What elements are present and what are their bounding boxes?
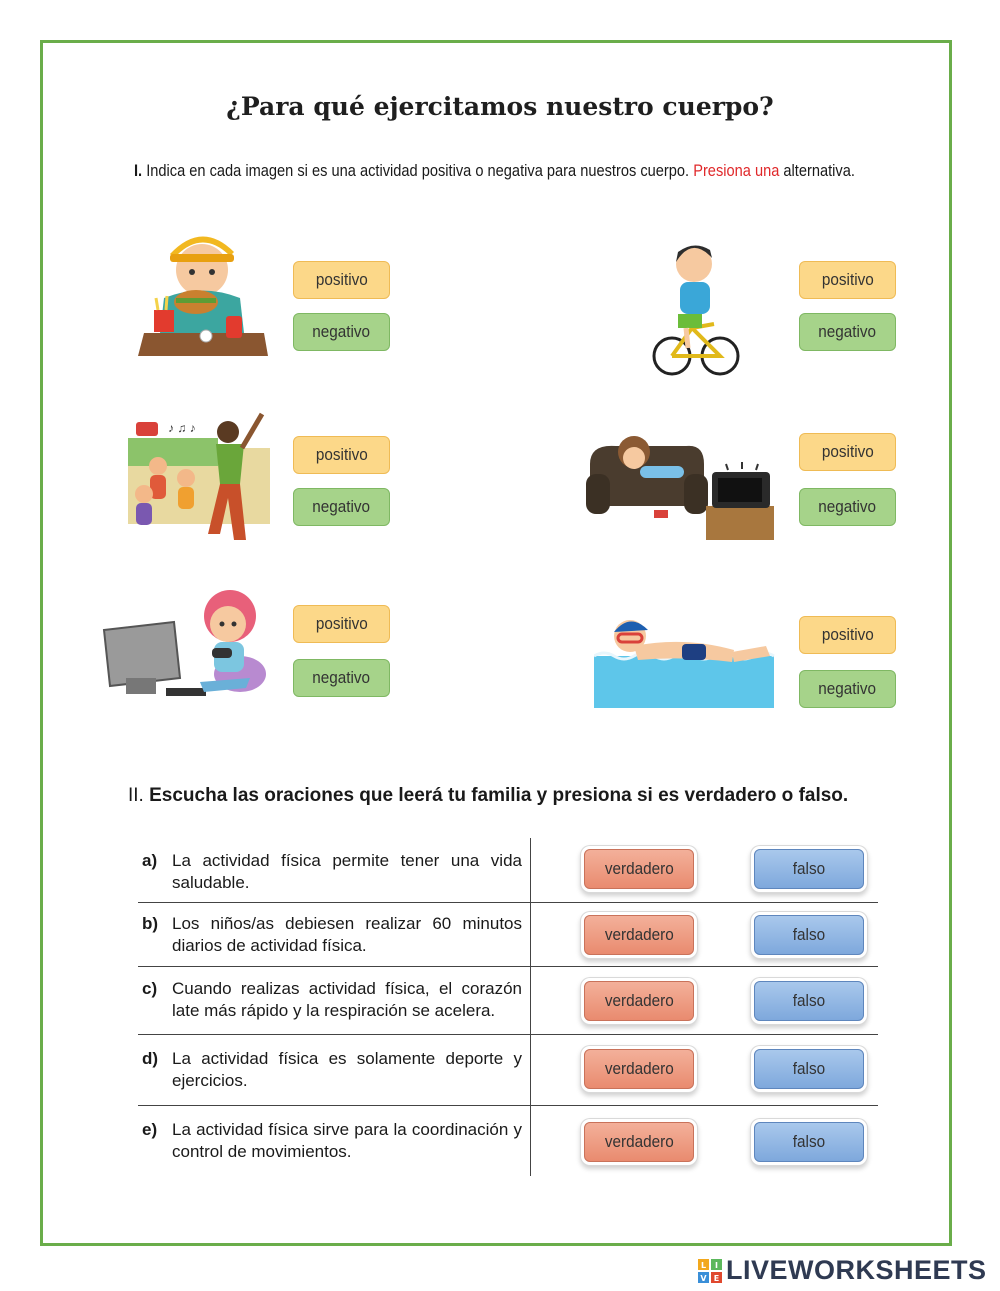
page-title: ¿Para qué ejercitamos nuestro cuerpo?: [226, 92, 774, 121]
svg-text:L: L: [700, 1260, 707, 1270]
positive-button-3[interactable]: positivo: [293, 436, 390, 474]
svg-text:I: I: [715, 1260, 718, 1270]
true-button-d[interactable]: verdadero: [584, 1049, 694, 1089]
instruction-part-2: [128, 785, 848, 807]
negative-button-3[interactable]: negativo: [293, 488, 390, 526]
part-2-text: Escucha las oraciones que leerá tu familia y presiona si es verdadero o falso.: [149, 785, 849, 806]
table-divider: [530, 838, 531, 1176]
false-button-c[interactable]: falso: [754, 981, 864, 1021]
girl-on-sofa-watching-tv-image: [586, 424, 776, 544]
negative-button-5[interactable]: negativo: [293, 659, 390, 697]
row-separator: [138, 1034, 878, 1035]
statement-e: e) La actividad física sirve para la coordinación y control de movimientos.: [142, 1120, 522, 1161]
positive-button-5[interactable]: positivo: [293, 605, 390, 643]
part-1-number: I.: [134, 161, 143, 180]
logo-badge-icon: [698, 1259, 722, 1283]
true-button-a[interactable]: verdadero: [584, 849, 694, 889]
negative-button-1[interactable]: negativo: [293, 313, 390, 351]
false-button-b[interactable]: falso: [754, 915, 864, 955]
negative-button-4[interactable]: negativo: [799, 488, 896, 526]
statement-c: c) Cuando realizas actividad física, el corazón late más rápido y la respiración se acelera.: [142, 979, 522, 1020]
svg-text:E: E: [713, 1273, 720, 1283]
svg-text:♪ ♫ ♪: ♪ ♫ ♪: [168, 421, 196, 435]
boy-swimming-image: [594, 606, 776, 710]
negative-button-6[interactable]: negativo: [799, 670, 896, 708]
part-1-end: alternativa.: [783, 161, 855, 180]
part-1-highlight: Presiona una: [693, 161, 780, 180]
boy-eating-fast-food-image: [134, 228, 270, 360]
liveworksheets-logo: [698, 1255, 987, 1286]
svg-text:V: V: [700, 1273, 707, 1283]
false-button-d[interactable]: falso: [754, 1049, 864, 1089]
true-button-e[interactable]: verdadero: [584, 1122, 694, 1162]
instruction-part-1: [134, 161, 855, 181]
row-separator: [138, 1105, 878, 1106]
child-playing-video-games-image: [100, 586, 270, 702]
row-separator: [138, 966, 878, 967]
statement-b: b) Los niños/as debiesen realizar 60 minutos diarios de actividad física.: [142, 914, 522, 955]
true-button-b[interactable]: verdadero: [584, 915, 694, 955]
part-1-text: Indica en cada imagen si es una actividad positiva o negativa para nuestros cuerpo.: [146, 161, 690, 180]
positive-button-1[interactable]: positivo: [293, 261, 390, 299]
positive-button-4[interactable]: positivo: [799, 433, 896, 471]
false-button-e[interactable]: falso: [754, 1122, 864, 1162]
part-2-number: II.: [128, 785, 144, 806]
boy-riding-bicycle-image: [652, 236, 742, 384]
true-button-c[interactable]: verdadero: [584, 981, 694, 1021]
positive-button-2[interactable]: positivo: [799, 261, 896, 299]
positive-button-6[interactable]: positivo: [799, 616, 896, 654]
logo-text: LIVEWORKSHEETS: [726, 1255, 987, 1285]
row-separator: [138, 902, 878, 903]
false-button-a[interactable]: falso: [754, 849, 864, 889]
negative-button-2[interactable]: negativo: [799, 313, 896, 351]
statement-a: a) La actividad física permite tener una vida saludable.: [142, 851, 522, 892]
statement-d: d) La actividad física es solamente deporte y ejercicios.: [142, 1049, 522, 1090]
family-dancing-image: [128, 408, 270, 544]
